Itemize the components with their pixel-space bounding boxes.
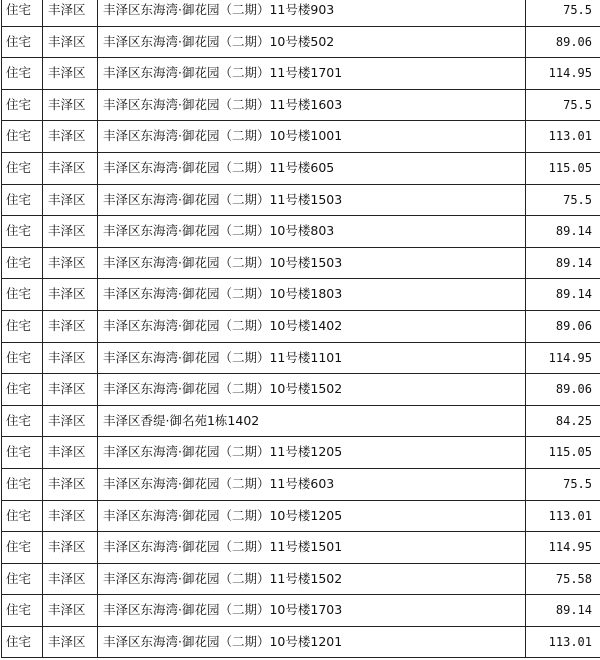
- cell-area[interactable]: 75.5: [526, 0, 600, 26]
- cell-type[interactable]: 住宅: [2, 247, 43, 279]
- cell-area[interactable]: 75.58: [526, 563, 600, 595]
- cell-area[interactable]: 89.14: [526, 595, 600, 627]
- table-row: [2, 121, 600, 153]
- cell-district[interactable]: 丰泽区: [43, 279, 98, 311]
- table-row: [2, 468, 600, 500]
- cell-type[interactable]: 住宅: [2, 563, 43, 595]
- cell-address[interactable]: 丰泽区东海湾·御花园（二期）10号楼1402: [98, 310, 526, 342]
- cell-district[interactable]: 丰泽区: [43, 374, 98, 406]
- table-row: [2, 500, 600, 532]
- cell-type[interactable]: 住宅: [2, 121, 43, 153]
- cell-area[interactable]: 89.06: [526, 310, 600, 342]
- cell-address[interactable]: 丰泽区东海湾·御花园（二期）10号楼1201: [98, 626, 526, 658]
- table-row: [2, 26, 600, 58]
- cell-address[interactable]: 丰泽区东海湾·御花园（二期）10号楼803: [98, 216, 526, 248]
- cell-address[interactable]: 丰泽区东海湾·御花园（二期）11号楼1502: [98, 563, 526, 595]
- cell-address[interactable]: 丰泽区东海湾·御花园（二期）11号楼605: [98, 152, 526, 184]
- cell-area[interactable]: 114.95: [526, 532, 600, 564]
- cell-area[interactable]: 75.5: [526, 184, 600, 216]
- cell-area[interactable]: 84.25: [526, 405, 600, 437]
- cell-type[interactable]: 住宅: [2, 500, 43, 532]
- table-row: [2, 216, 600, 248]
- table-row: [2, 595, 600, 627]
- cell-area[interactable]: 75.5: [526, 468, 600, 500]
- cell-area[interactable]: 89.14: [526, 247, 600, 279]
- cell-district[interactable]: 丰泽区: [43, 500, 98, 532]
- cell-type[interactable]: 住宅: [2, 405, 43, 437]
- cell-area[interactable]: 89.06: [526, 374, 600, 406]
- cell-area[interactable]: 75.5: [526, 89, 600, 121]
- table-row: [2, 89, 600, 121]
- cell-type[interactable]: 住宅: [2, 89, 43, 121]
- cell-type[interactable]: 住宅: [2, 468, 43, 500]
- cell-type[interactable]: 住宅: [2, 374, 43, 406]
- cell-district[interactable]: 丰泽区: [43, 184, 98, 216]
- table-row: [2, 279, 600, 311]
- cell-address[interactable]: 丰泽区东海湾·御花园（二期）11号楼1503: [98, 184, 526, 216]
- cell-type[interactable]: 住宅: [2, 58, 43, 90]
- cell-district[interactable]: 丰泽区: [43, 247, 98, 279]
- cell-area[interactable]: 113.01: [526, 121, 600, 153]
- cell-address[interactable]: 丰泽区东海湾·御花园（二期）11号楼1205: [98, 437, 526, 469]
- table-row: [2, 342, 600, 374]
- cell-type[interactable]: 住宅: [2, 216, 43, 248]
- cell-district[interactable]: 丰泽区: [43, 595, 98, 627]
- cell-area[interactable]: 115.05: [526, 152, 600, 184]
- table-row: [2, 247, 600, 279]
- cell-type[interactable]: 住宅: [2, 152, 43, 184]
- table-row: [2, 374, 600, 406]
- cell-address[interactable]: 丰泽区东海湾·御花园（二期）11号楼1701: [98, 58, 526, 90]
- cell-district[interactable]: 丰泽区: [43, 437, 98, 469]
- table-row: [2, 152, 600, 184]
- cell-area[interactable]: 114.95: [526, 58, 600, 90]
- cell-district[interactable]: 丰泽区: [43, 626, 98, 658]
- cell-type[interactable]: 住宅: [2, 342, 43, 374]
- cell-district[interactable]: 丰泽区: [43, 216, 98, 248]
- cell-area[interactable]: 89.14: [526, 279, 600, 311]
- table-row: [2, 184, 600, 216]
- cell-address[interactable]: 丰泽区香缇·御名苑1栋1402: [98, 405, 526, 437]
- cell-district[interactable]: 丰泽区: [43, 405, 98, 437]
- cell-district[interactable]: 丰泽区: [43, 58, 98, 90]
- table-row: [2, 532, 600, 564]
- cell-address[interactable]: 丰泽区东海湾·御花园（二期）11号楼1501: [98, 532, 526, 564]
- cell-area[interactable]: 114.95: [526, 342, 600, 374]
- table-row: [2, 437, 600, 469]
- cell-area[interactable]: 89.06: [526, 26, 600, 58]
- cell-district[interactable]: 丰泽区: [43, 532, 98, 564]
- cell-address[interactable]: 丰泽区东海湾·御花园（二期）10号楼1803: [98, 279, 526, 311]
- table-row: [2, 0, 600, 26]
- table-row: [2, 563, 600, 595]
- cell-address[interactable]: 丰泽区东海湾·御花园（二期）10号楼1502: [98, 374, 526, 406]
- cell-address[interactable]: 丰泽区东海湾·御花园（二期）10号楼1001: [98, 121, 526, 153]
- cell-district[interactable]: 丰泽区: [43, 342, 98, 374]
- cell-type[interactable]: 住宅: [2, 437, 43, 469]
- cell-address[interactable]: 丰泽区东海湾·御花园（二期）11号楼1101: [98, 342, 526, 374]
- cell-district[interactable]: 丰泽区: [43, 152, 98, 184]
- cell-area[interactable]: 115.05: [526, 437, 600, 469]
- cell-area[interactable]: 113.01: [526, 626, 600, 658]
- cell-address[interactable]: 丰泽区东海湾·御花园（二期）11号楼603: [98, 468, 526, 500]
- table-row: [2, 626, 600, 658]
- cell-type[interactable]: 住宅: [2, 279, 43, 311]
- property-table-body: [2, 0, 600, 658]
- cell-address[interactable]: 丰泽区东海湾·御花园（二期）10号楼502: [98, 26, 526, 58]
- cell-address[interactable]: 丰泽区东海湾·御花园（二期）10号楼1503: [98, 247, 526, 279]
- cell-type[interactable]: 住宅: [2, 626, 43, 658]
- cell-type[interactable]: 住宅: [2, 595, 43, 627]
- cell-type[interactable]: 住宅: [2, 310, 43, 342]
- cell-type[interactable]: 住宅: [2, 532, 43, 564]
- cell-district[interactable]: 丰泽区: [43, 121, 98, 153]
- cell-type[interactable]: 住宅: [2, 184, 43, 216]
- cell-district[interactable]: 丰泽区: [43, 563, 98, 595]
- cell-district[interactable]: 丰泽区: [43, 0, 98, 26]
- cell-address[interactable]: 丰泽区东海湾·御花园（二期）11号楼1603: [98, 89, 526, 121]
- cell-district[interactable]: 丰泽区: [43, 89, 98, 121]
- cell-district[interactable]: 丰泽区: [43, 310, 98, 342]
- table-row: [2, 405, 600, 437]
- cell-area[interactable]: 89.14: [526, 216, 600, 248]
- cell-address[interactable]: 丰泽区东海湾·御花园（二期）10号楼1205: [98, 500, 526, 532]
- table-row: [2, 58, 600, 90]
- property-table: [1, 0, 600, 658]
- cell-type[interactable]: 住宅: [2, 0, 43, 26]
- cell-address[interactable]: 丰泽区东海湾·御花园（二期）11号楼903: [98, 0, 526, 26]
- cell-district[interactable]: 丰泽区: [43, 468, 98, 500]
- cell-address[interactable]: 丰泽区东海湾·御花园（二期）10号楼1703: [98, 595, 526, 627]
- table-row: [2, 310, 600, 342]
- cell-type[interactable]: 住宅: [2, 26, 43, 58]
- cell-area[interactable]: 113.01: [526, 500, 600, 532]
- cell-district[interactable]: 丰泽区: [43, 26, 98, 58]
